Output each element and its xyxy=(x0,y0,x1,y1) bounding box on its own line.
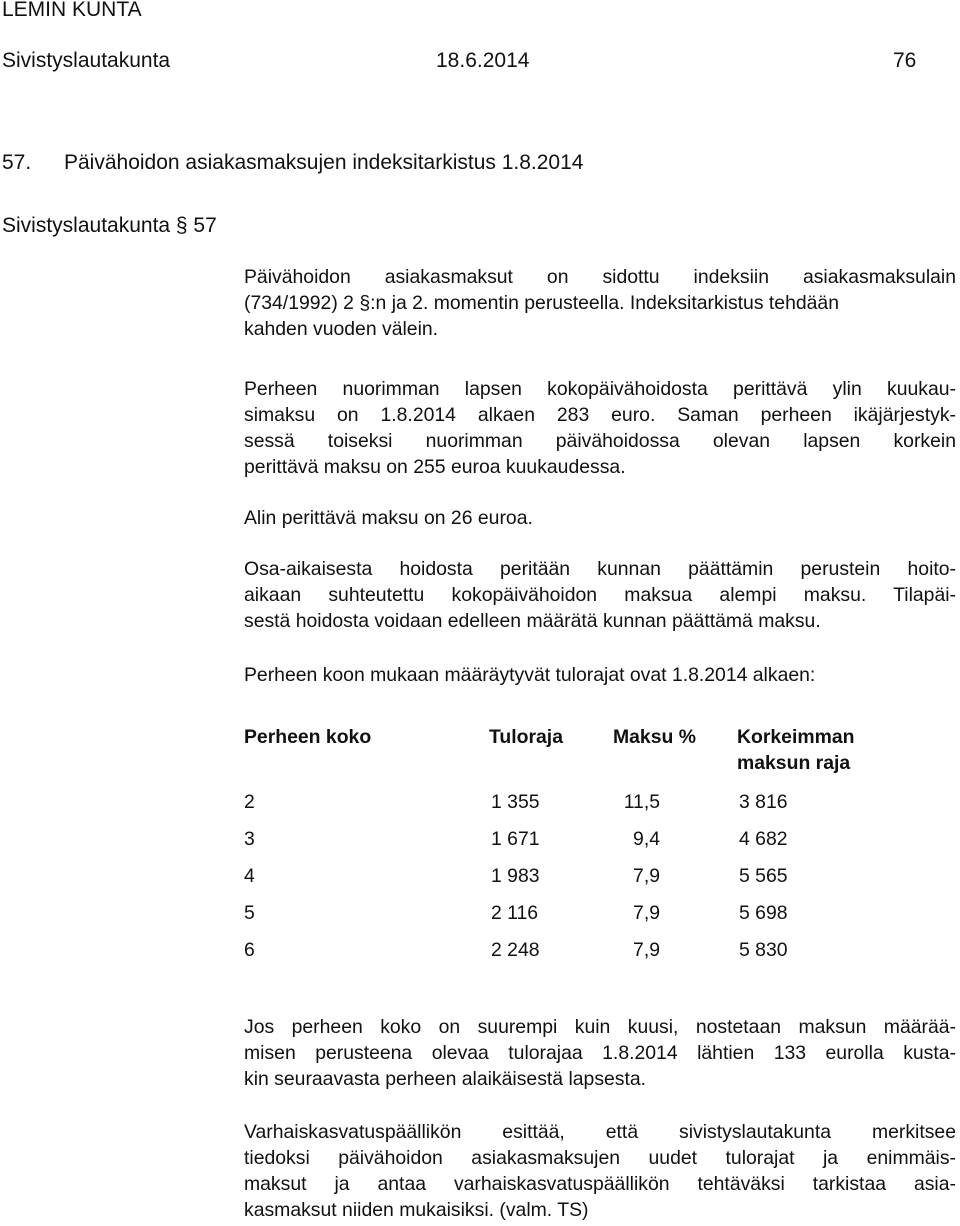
page-number: 76 xyxy=(893,49,917,72)
section-number: 57. xyxy=(2,151,32,174)
cell-income-limit: 1 671 xyxy=(491,828,540,850)
text-line: kahden vuoden välein. xyxy=(244,318,439,340)
cell-fee-percent: 7,9 xyxy=(633,865,660,887)
paragraph-index-binding xyxy=(244,264,956,342)
paragraph-minimum-fee: Alin perittävä maksu on 26 euroa. xyxy=(244,507,533,529)
paragraph-proposal xyxy=(244,1119,956,1223)
column-header-max-fee-line2: maksun raja xyxy=(737,752,851,774)
text-line: Varhaiskasvatuspäällikön esittää, että sivistyslautakunta merkitsee xyxy=(244,1121,956,1143)
text-line: perittävä maksu on 255 euroa kuukaudessa. xyxy=(244,456,626,478)
cell-max-fee: 5 565 xyxy=(739,865,788,887)
column-header-income-limit: Tuloraja xyxy=(489,726,563,748)
column-header-family-size: Perheen koko xyxy=(244,726,372,748)
section-title: Päivähoidon asiakasmaksujen indeksitarkistus 1.8.2014 xyxy=(64,151,584,174)
cell-max-fee: 3 816 xyxy=(739,791,788,813)
text-line: Päivähoidon asiakasmaksut on sidottu indeksiin asiakasmaksulain xyxy=(244,266,956,288)
organization-name: LEMIN KUNTA xyxy=(2,0,142,21)
cell-income-limit: 2 248 xyxy=(491,939,540,961)
cell-family-size: 6 xyxy=(244,939,255,961)
cell-family-size: 3 xyxy=(244,828,255,850)
paragraph-income-limits-intro: Perheen koon mukaan määräytyvät tulorajat ovat 1.8.2014 alkaen: xyxy=(244,664,816,686)
text-line: Osa-aikaisesta hoidosta peritään kunnan päättämin perustein hoito- xyxy=(244,558,956,580)
cell-income-limit: 1 355 xyxy=(491,791,540,813)
paragraph-larger-family xyxy=(244,1014,956,1092)
text-line: sestä hoidosta voidaan edelleen määrätä kunnan päättämä maksu. xyxy=(244,610,821,632)
cell-fee-percent: 9,4 xyxy=(633,828,660,850)
text-line: aikaan suhteutettu kokopäivähoidon maksua alempi maksu. Tilapäi- xyxy=(244,584,956,606)
column-header-fee-percent: Maksu % xyxy=(613,726,696,748)
text-line: tiedoksi päivähoidon asiakasmaksujen uudet tulorajat ja enimmäis- xyxy=(244,1147,956,1169)
text-line: kin seuraavasta perheen alaikäisestä lapsesta. xyxy=(244,1068,647,1090)
text-line: Perheen nuorimman lapsen kokopäivähoidosta perittävä ylin kuukau- xyxy=(244,378,956,400)
cell-max-fee: 5 830 xyxy=(739,939,788,961)
cell-fee-percent: 7,9 xyxy=(633,902,660,924)
cell-fee-percent: 7,9 xyxy=(633,939,660,961)
cell-max-fee: 5 698 xyxy=(739,902,788,924)
section-reference: Sivistyslautakunta § 57 xyxy=(2,214,217,237)
text-line: misen perusteena olevaa tulorajaa 1.8.2014 lähtien 133 eurolla kusta- xyxy=(244,1042,956,1064)
text-line: (734/1992) 2 §:n ja 2. momentin perusteella. Indeksitarkistus tehdään xyxy=(244,292,840,314)
text-line: kasmaksut niiden mukaisiksi. (valm. TS) xyxy=(244,1199,589,1221)
cell-income-limit: 1 983 xyxy=(491,865,540,887)
cell-max-fee: 4 682 xyxy=(739,828,788,850)
text-line: maksut ja antaa varhaiskasvatuspäällikön tehtäväksi tarkistaa asia- xyxy=(244,1173,956,1195)
text-line: sessä toiseksi nuorimman päivähoidossa olevan lapsen korkein xyxy=(244,430,956,452)
cell-income-limit: 2 116 xyxy=(491,902,539,924)
cell-family-size: 4 xyxy=(244,865,255,887)
paragraph-maximum-fee xyxy=(244,376,956,480)
text-line: simaksu on 1.8.2014 alkaen 283 euro. Saman perheen ikäjärjestyk- xyxy=(244,404,956,426)
cell-family-size: 2 xyxy=(244,791,255,813)
text-line: Jos perheen koko on suurempi kuin kuusi, nostetaan maksun määrää- xyxy=(244,1016,956,1038)
meeting-date: 18.6.2014 xyxy=(436,49,530,72)
committee-name: Sivistyslautakunta xyxy=(2,49,171,72)
cell-fee-percent: 11,5 xyxy=(623,791,660,813)
cell-family-size: 5 xyxy=(244,902,255,924)
paragraph-part-time-care xyxy=(244,556,956,634)
column-header-max-fee: Korkeimman xyxy=(737,726,855,748)
